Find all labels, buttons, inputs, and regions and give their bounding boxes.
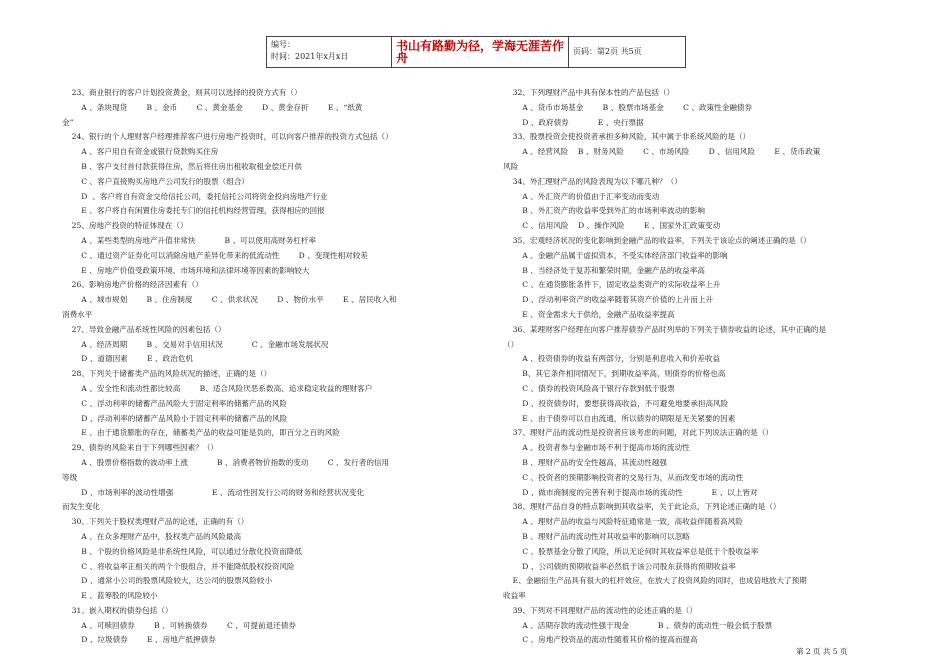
header-serial: 编号： (271, 40, 295, 49)
question-line: B 、理财产品的流动性对其收益率的影响可以忽略 (503, 531, 690, 541)
question-line: D 、垃圾债券 E 、房地产抵押债券 (62, 635, 216, 645)
question-line: D 、浮动利率的储蓄产品风险小于固定利率的储蓄产品的风险 (62, 413, 288, 423)
question-line: C 、浮动利率的储蓄产品风险大于固定利率的储蓄产品的风险 (62, 398, 287, 408)
header-page-number: 页码：第2页 共5页 (573, 47, 642, 56)
question-line: B 、理财产品的安全性越高，其流动性越强 (503, 457, 667, 467)
question-line: B 、客户支付首付款获得住房，然后将住房出租收取租金偿还月供 (62, 161, 302, 171)
question-line: A 、城市规划 B 、住房制度 C 、供求状况 D 、物价水平 E 、居民收入和 (62, 295, 397, 305)
question-line: 31、嵌入期权的债券包括（） (62, 605, 173, 615)
question-line: （） (503, 339, 519, 349)
question-line: A 、可赎回债券 B 、可转换债券 C 、可提前退还债券 (62, 620, 296, 630)
question-line: 而发生变化 (62, 502, 100, 512)
question-line: A 、安全性和流动性都比较高 B、适合风险厌恶系数高、追求稳定收益的理财客户 (62, 383, 373, 393)
question-line: C 、投资者的预期影响投资者的交易行为，从而改变市场的流动性 (503, 472, 744, 482)
question-line: D 、浮动利率资产的收益率随着其资产价值的上升而上升 (503, 295, 714, 305)
question-line: B、其它条件相同情况下，到期收益率高，则债券的价格也高 (503, 369, 726, 379)
question-line: E 、由于通货膨胀的存在，储蓄类产品的收益可能是负的，即百分之百的风险 (62, 428, 340, 438)
question-line: E 、由于债券可以自由流通，所以债券的期限是无关紧要的因素 (503, 413, 736, 423)
question-line: A 、投资债券的收益有两部分，分别是利息收入和价差收益 (503, 354, 721, 364)
question-line: C 、在通货膨胀条件下，固定收益类资产的实际收益率上升 (503, 280, 721, 290)
question-line: E、金融衍生产品具有很大的杠杆效应，在放大了投资风险的同时，也成倍地放大了预期 (503, 576, 807, 586)
question-line: E 、蓝筹股的风险较小 (62, 591, 158, 601)
question-line: 24、银行的个人理财客户经理推荐客户进行房地产投资时，可以向客户推荐的投资方式包括（） (62, 132, 393, 142)
question-line: D 、投资债券时，要想获得高收益，不可避免地要承担高风险 (503, 398, 729, 408)
question-line: C 、将收益率正相关的两个个股组合，并不能降低股权投资风险 (62, 561, 295, 571)
question-line: C 、债券的投资风险高于银行存款到低于股票 (503, 383, 675, 393)
question-line: D 、公司债的预期收益率必然低于该公司股东获得的预期收益率 (503, 561, 736, 571)
question-line: A 、经济周期 B 、交易对手信用状况 C 、金融市场发展状况 (62, 339, 329, 349)
question-line: B 、外汇资产的收益率受到外汇的市场利率波动的影响 (503, 206, 705, 216)
question-line: 25、房地产投资的特征体现在（） (62, 221, 188, 231)
question-line: 23、商业银行的客户计划投资黄金，则其可以选择的投资方式有（） (62, 88, 302, 97)
question-line: 金” (62, 117, 74, 127)
question-line: C 、房地产投资品的流动性随着其价格的提高而提高 (503, 635, 698, 645)
question-line: A 、投资者参与金融市场不利于提高市场的流动性 (503, 443, 690, 453)
question-line: 38、理财产品自身的特点影响到其收益率，关于此论点，下列论述正确的是（） (503, 502, 781, 512)
question-line: E 、资金需求大于供给，金融产品收益率提高 (503, 309, 675, 319)
question-line: A 、经营风险 B 、财务风险 C 、市场风险 D 、信用风险 E 、货币政策 (503, 147, 821, 157)
question-line: A 、活期存款的流动性强于现金 B 、债券的流动性一般会低于股票 (503, 620, 773, 630)
question-line: 27、导致金融产品系统性风险的因素包括（） (62, 324, 226, 334)
question-line: A 、理财产品的收益与风险特征通常是一致，高收益伴随着高风险 (503, 517, 743, 527)
question-line: 30、下列关于股权类理财产品的论述，正确的有（） (62, 517, 249, 527)
question-line: D 、客户将自有资金交给信托公司，委托信托公司将资金投向房地产行业 (62, 191, 328, 201)
question-line: 收益率 (503, 591, 526, 601)
question-line: 33、股票投资会使投资者承担多种风险，其中属于非系统风险的是（） (503, 132, 751, 142)
question-line: A 、客户用自有资金或银行贷款购买住房 (62, 147, 219, 157)
question-line: E 、房地产价值受政策环境、市场环境和法律环境等因素的影响较大 (62, 265, 310, 275)
question-line: A 、货币市场基金 B 、股票市场基金 C 、政策性金融债券 (503, 102, 753, 112)
question-line: 37、理财产品的流动性是投资者应该考虑的问题，对此下列说法正确的是（） (503, 428, 773, 438)
question-line: 36、某理财客户经理在向客户推荐债券产品时列举的下列关于债券收益的论述，其中正确的是 (503, 324, 827, 334)
page-header (266, 36, 686, 68)
header-motto: 书山有路勤为径，学海无涯苦作舟 (392, 37, 569, 67)
question-line: 等级 (62, 472, 78, 482)
question-line: A 、金融产品属于虚拟资本，不受实体经济部门收益率的影响 (503, 250, 728, 260)
question-line: E 、客户将自有闲置住房委托专门的信托机构经营管理，获得相应的回报 (62, 206, 325, 216)
question-line: 39、下列对不同理财产品的流动性的论述正确的是（） (503, 605, 697, 615)
right-column (503, 86, 873, 648)
question-line: 风险 (503, 161, 519, 171)
question-line: A 、在众多理财产品中，股权类产品的风险最高 (62, 531, 242, 541)
question-line: D 、市场利率的波动性增强 E 、流动性因发行公司的财务和经营状况变化 (62, 487, 365, 497)
question-line: 消费水平 (62, 309, 93, 319)
question-line: 29、债券的风险来自于下列哪些因素？（） (62, 443, 219, 453)
question-line: 26、影响房地产价格的经济因素有（） (62, 280, 203, 290)
header-time: 时间：2021年x月x日 (271, 52, 349, 61)
question-line: B 、个股的价格风险是非系统性风险，可以通过分散化投资而降低 (62, 546, 302, 556)
question-line: C 、客户直接购买房地产公司发行的股票（组合） (62, 176, 250, 186)
question-line: 32、下列理财产品中具有保本性的产品包括（） (503, 88, 675, 97)
question-line: A 、外汇资产的价值由于汇率变动而变动 (503, 191, 660, 201)
question-line: B 、当经济处于复苏和繁荣时期，金融产品的收益率高 (503, 265, 705, 275)
left-column (62, 86, 460, 648)
question-line: 34、外汇理财产品的风险表现为以下哪几种？（） (503, 176, 682, 186)
question-line: 28、下列关于储蓄类产品的风险状况的描述，正确的是（） (62, 369, 272, 379)
question-line: D 、政府债券 E 、央行票据 (503, 117, 644, 127)
page-footer: 第 2 页 共 5 页 (796, 647, 848, 656)
question-line: 35、宏观经济状况的变化影响到金融产品的收益率，下列关于该论点的阐述正确的是（） (503, 235, 811, 245)
question-line: D 、做市商制度的完善有利于提高市场的流动性 E 、以上皆对 (503, 487, 758, 497)
question-line: C 、信用风险 D 、操作风险 E 、国家外汇政策变动 (503, 221, 721, 231)
question-line: A 、股票价格指数的波动率上涨 B 、消费者物价指数的变动 C 、发行者的信用 (62, 457, 390, 467)
question-line: C 、股票基金分散了风险，所以无论何时其收益率总是低于个股收益率 (503, 546, 759, 556)
header-meta (267, 37, 392, 67)
question-line: D 、通常小公司的股票风险较大，达公司的股票风险较小 (62, 576, 273, 586)
question-line: D 、道德因素 E 、政治危机 (62, 354, 194, 364)
question-line: A 、条块现货 B 、金币 C 、黄金基金 D 、黄金存折 E 、“纸黄 (62, 102, 363, 112)
question-line: A 、某些类型的房地产升值非常快 B 、可以使用高财务杠杆率 (62, 235, 317, 245)
question-line: C 、通过资产证券化可以消除房地产差异化带来的低流动性 D 、变现性相对较差 (62, 250, 368, 260)
